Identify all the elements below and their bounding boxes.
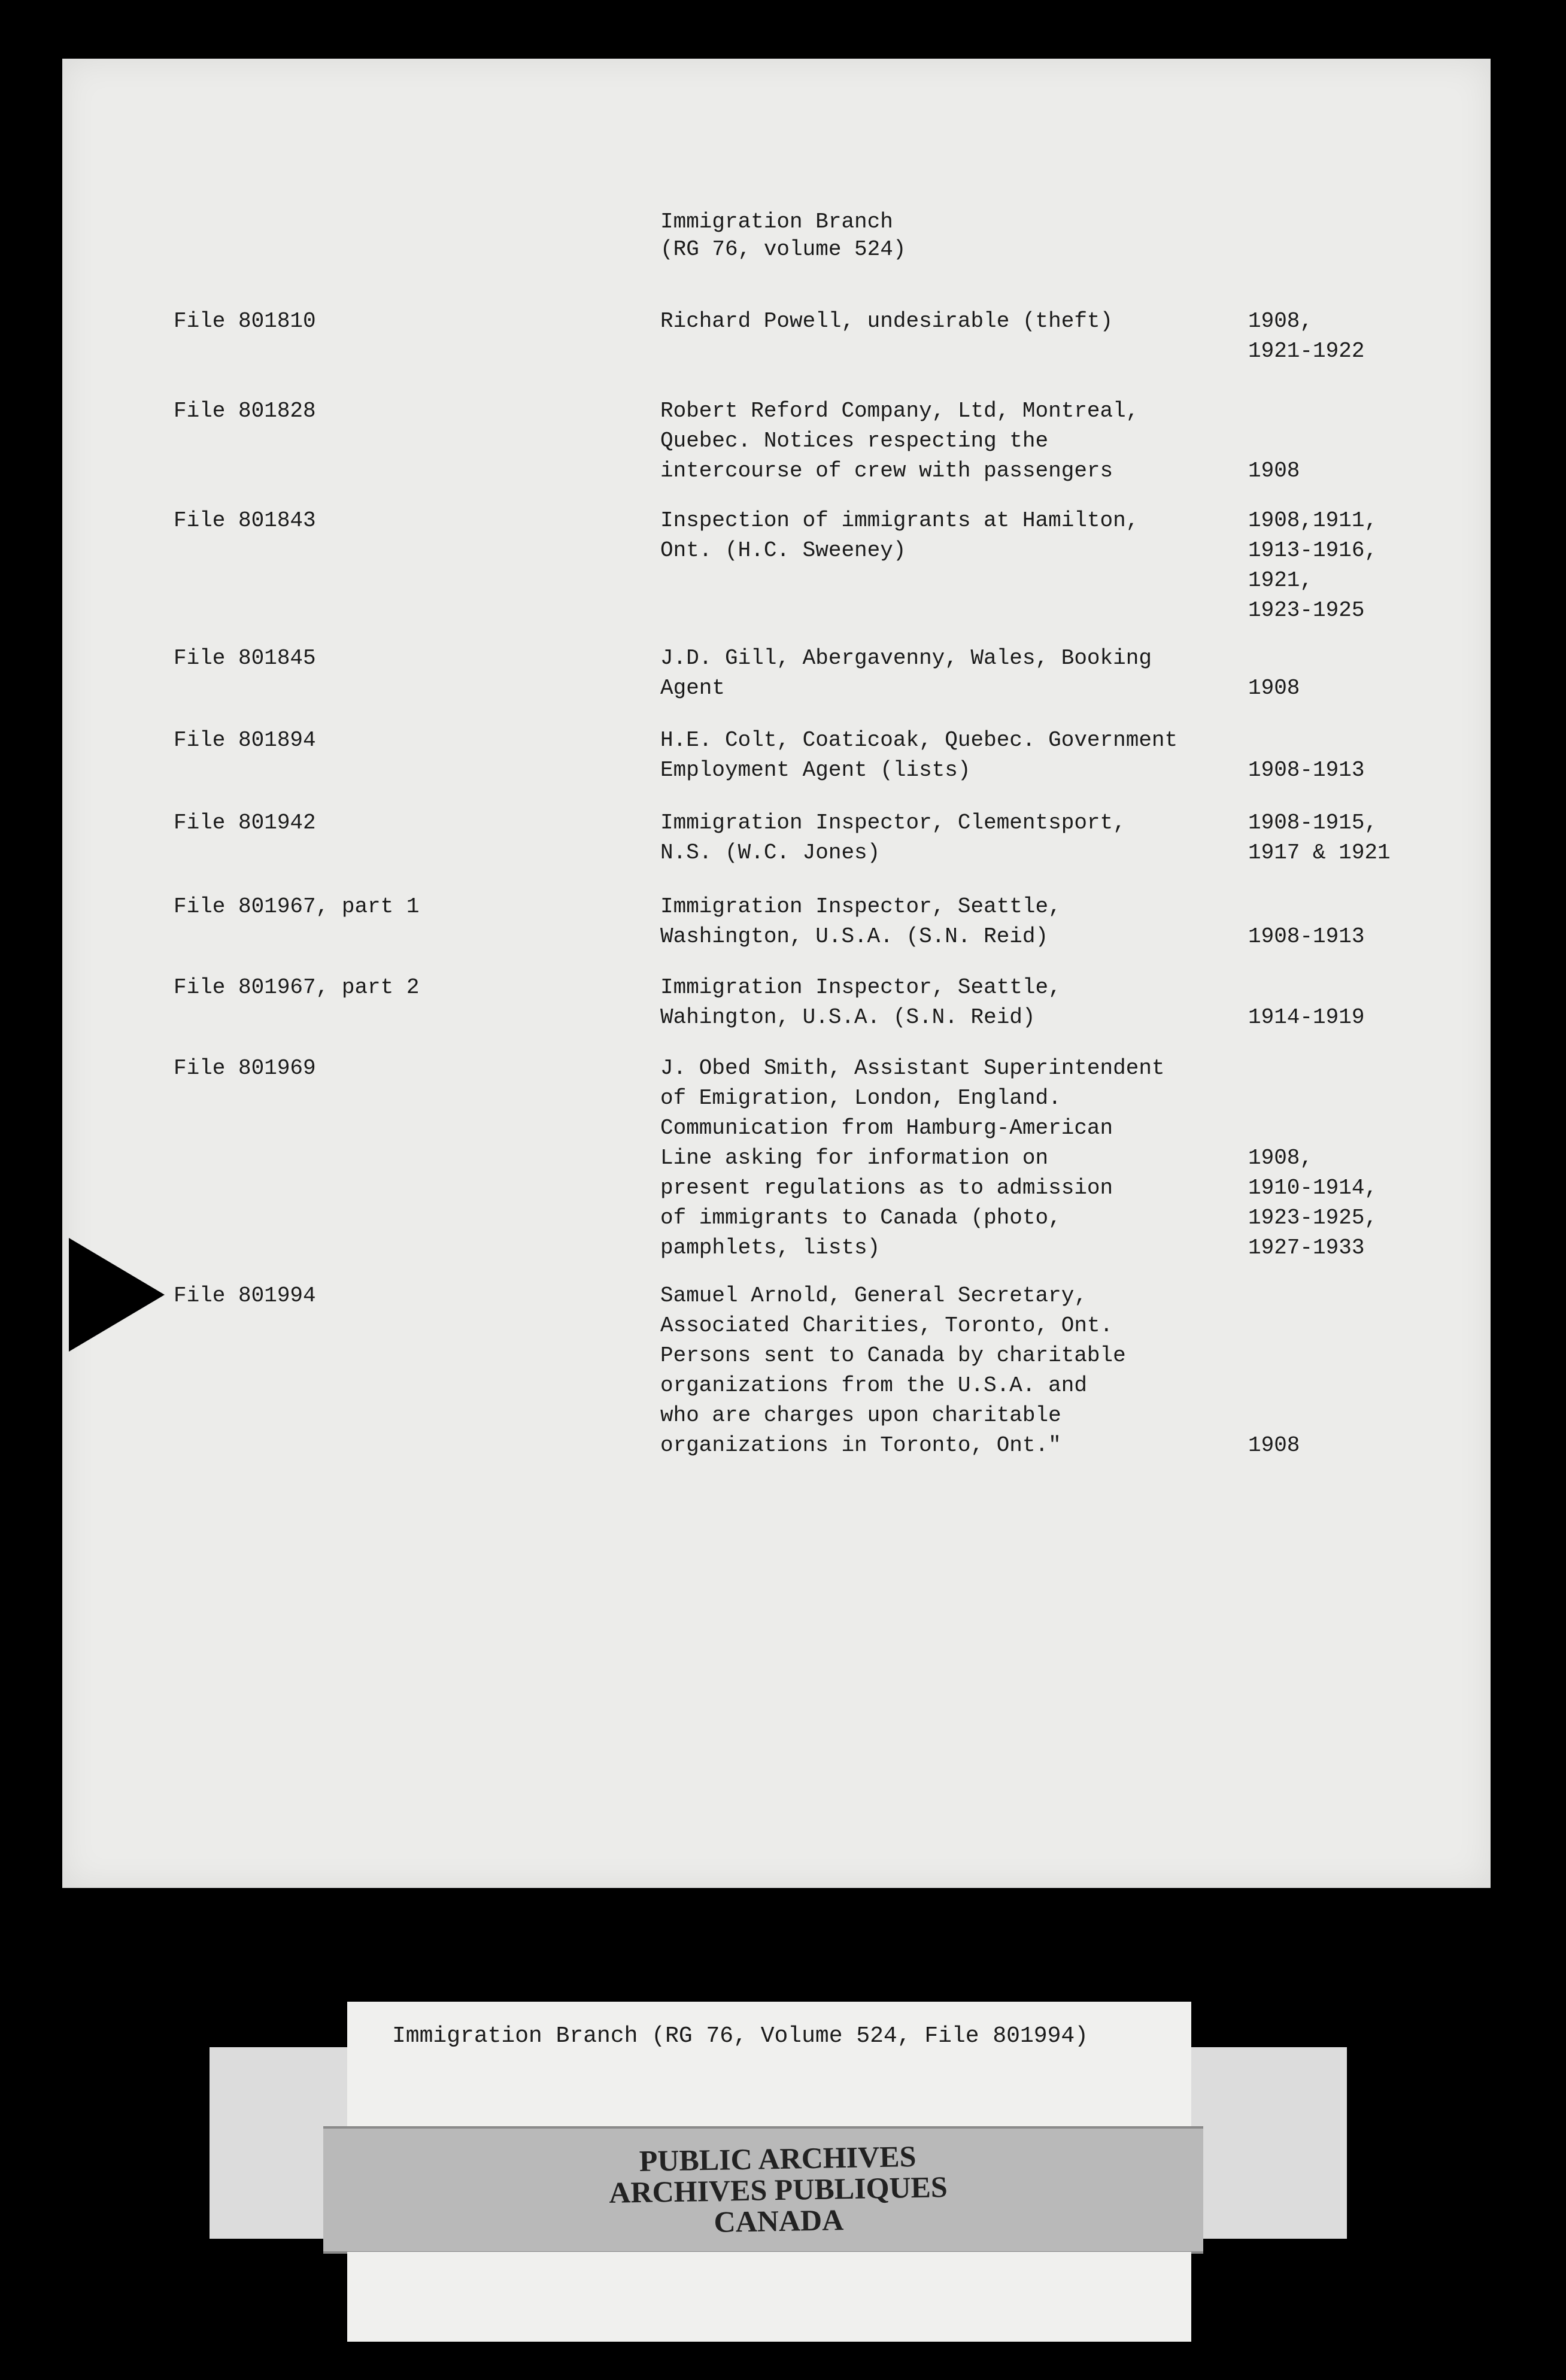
file-number: File 801967, part 1 xyxy=(174,894,420,919)
file-description: Richard Powell, undesirable (theft) xyxy=(660,309,1113,333)
label-text: Immigration Branch (RG 76, Volume 524, File 801994) xyxy=(392,2023,1088,2049)
file-dates: 1908-1913 xyxy=(1248,924,1365,949)
file-description: Immigration Inspector, Seattle, Wahington, U.S.A. (S.N. Reid) xyxy=(660,975,1061,1030)
file-number: File 801810 xyxy=(174,309,316,333)
file-dates: 1908 xyxy=(1248,676,1300,700)
file-description: H.E. Colt, Coaticoak, Quebec. Government Employment Agent (lists) xyxy=(660,728,1178,782)
file-description: J.D. Gill, Abergavenny, Wales, Booking Agent xyxy=(660,646,1152,700)
file-dates: 1914-1919 xyxy=(1248,1005,1365,1030)
header-line-2: (RG 76, volume 524) xyxy=(660,237,906,262)
stamp-line-2: ARCHIVES PUBLIQUES xyxy=(608,2170,948,2209)
file-description: Samuel Arnold, General Secretary, Associated Charities, Toronto, Ont. Persons sent to Canada by charitable organizations from the U.S.A. and who are charges upon charitable organizations in Toronto, Ont." xyxy=(660,1283,1126,1458)
header-line-1: Immigration Branch xyxy=(660,210,893,234)
file-number: File 801894 xyxy=(174,728,316,752)
file-dates: 1908, 1921-1922 xyxy=(1248,309,1365,363)
file-number: File 801994 xyxy=(174,1283,316,1308)
file-description: Inspection of immigrants at Hamilton, Ont. (H.C. Sweeney) xyxy=(660,508,1139,563)
file-dates: 1908 xyxy=(1248,459,1300,483)
file-description: J. Obed Smith, Assistant Superintendent of Emigration, London, England. Communication from Hamburg-American Line asking for information on present regulations as to admission of immigrants to Canada (photo, pamphlets, lists) xyxy=(660,1056,1165,1260)
stamp-line-3: CANADA xyxy=(714,2203,844,2239)
bottom-strip xyxy=(347,2252,1191,2342)
archives-stamp xyxy=(538,2139,1019,2241)
file-number: File 801843 xyxy=(174,508,316,533)
file-description: Immigration Inspector, Clementsport, N.S. (W.C. Jones) xyxy=(660,810,1126,865)
file-description: Robert Reford Company, Ltd, Montreal, Quebec. Notices respecting the intercourse of crew with passengers xyxy=(660,399,1139,483)
file-dates: 1908 xyxy=(1248,1433,1300,1458)
file-dates: 1908, 1910-1914, 1923-1925, 1927-1933 xyxy=(1248,1146,1378,1260)
file-dates: 1908-1913 xyxy=(1248,758,1365,782)
file-description: Immigration Inspector, Seattle, Washington, U.S.A. (S.N. Reid) xyxy=(660,894,1061,949)
file-number: File 801828 xyxy=(174,399,316,423)
pointer-arrow-icon xyxy=(69,1238,165,1352)
file-dates: 1908,1911, 1913-1916, 1921, 1923-1925 xyxy=(1248,508,1378,623)
file-number: File 801967, part 2 xyxy=(174,975,420,1000)
document-header xyxy=(660,208,906,263)
file-dates: 1908-1915, 1917 & 1921 xyxy=(1248,810,1391,865)
file-number: File 801942 xyxy=(174,810,316,835)
file-number: File 801969 xyxy=(174,1056,316,1080)
file-number: File 801845 xyxy=(174,646,316,670)
label-card xyxy=(347,2002,1191,2127)
stamp-line-1: PUBLIC ARCHIVES xyxy=(639,2139,916,2178)
